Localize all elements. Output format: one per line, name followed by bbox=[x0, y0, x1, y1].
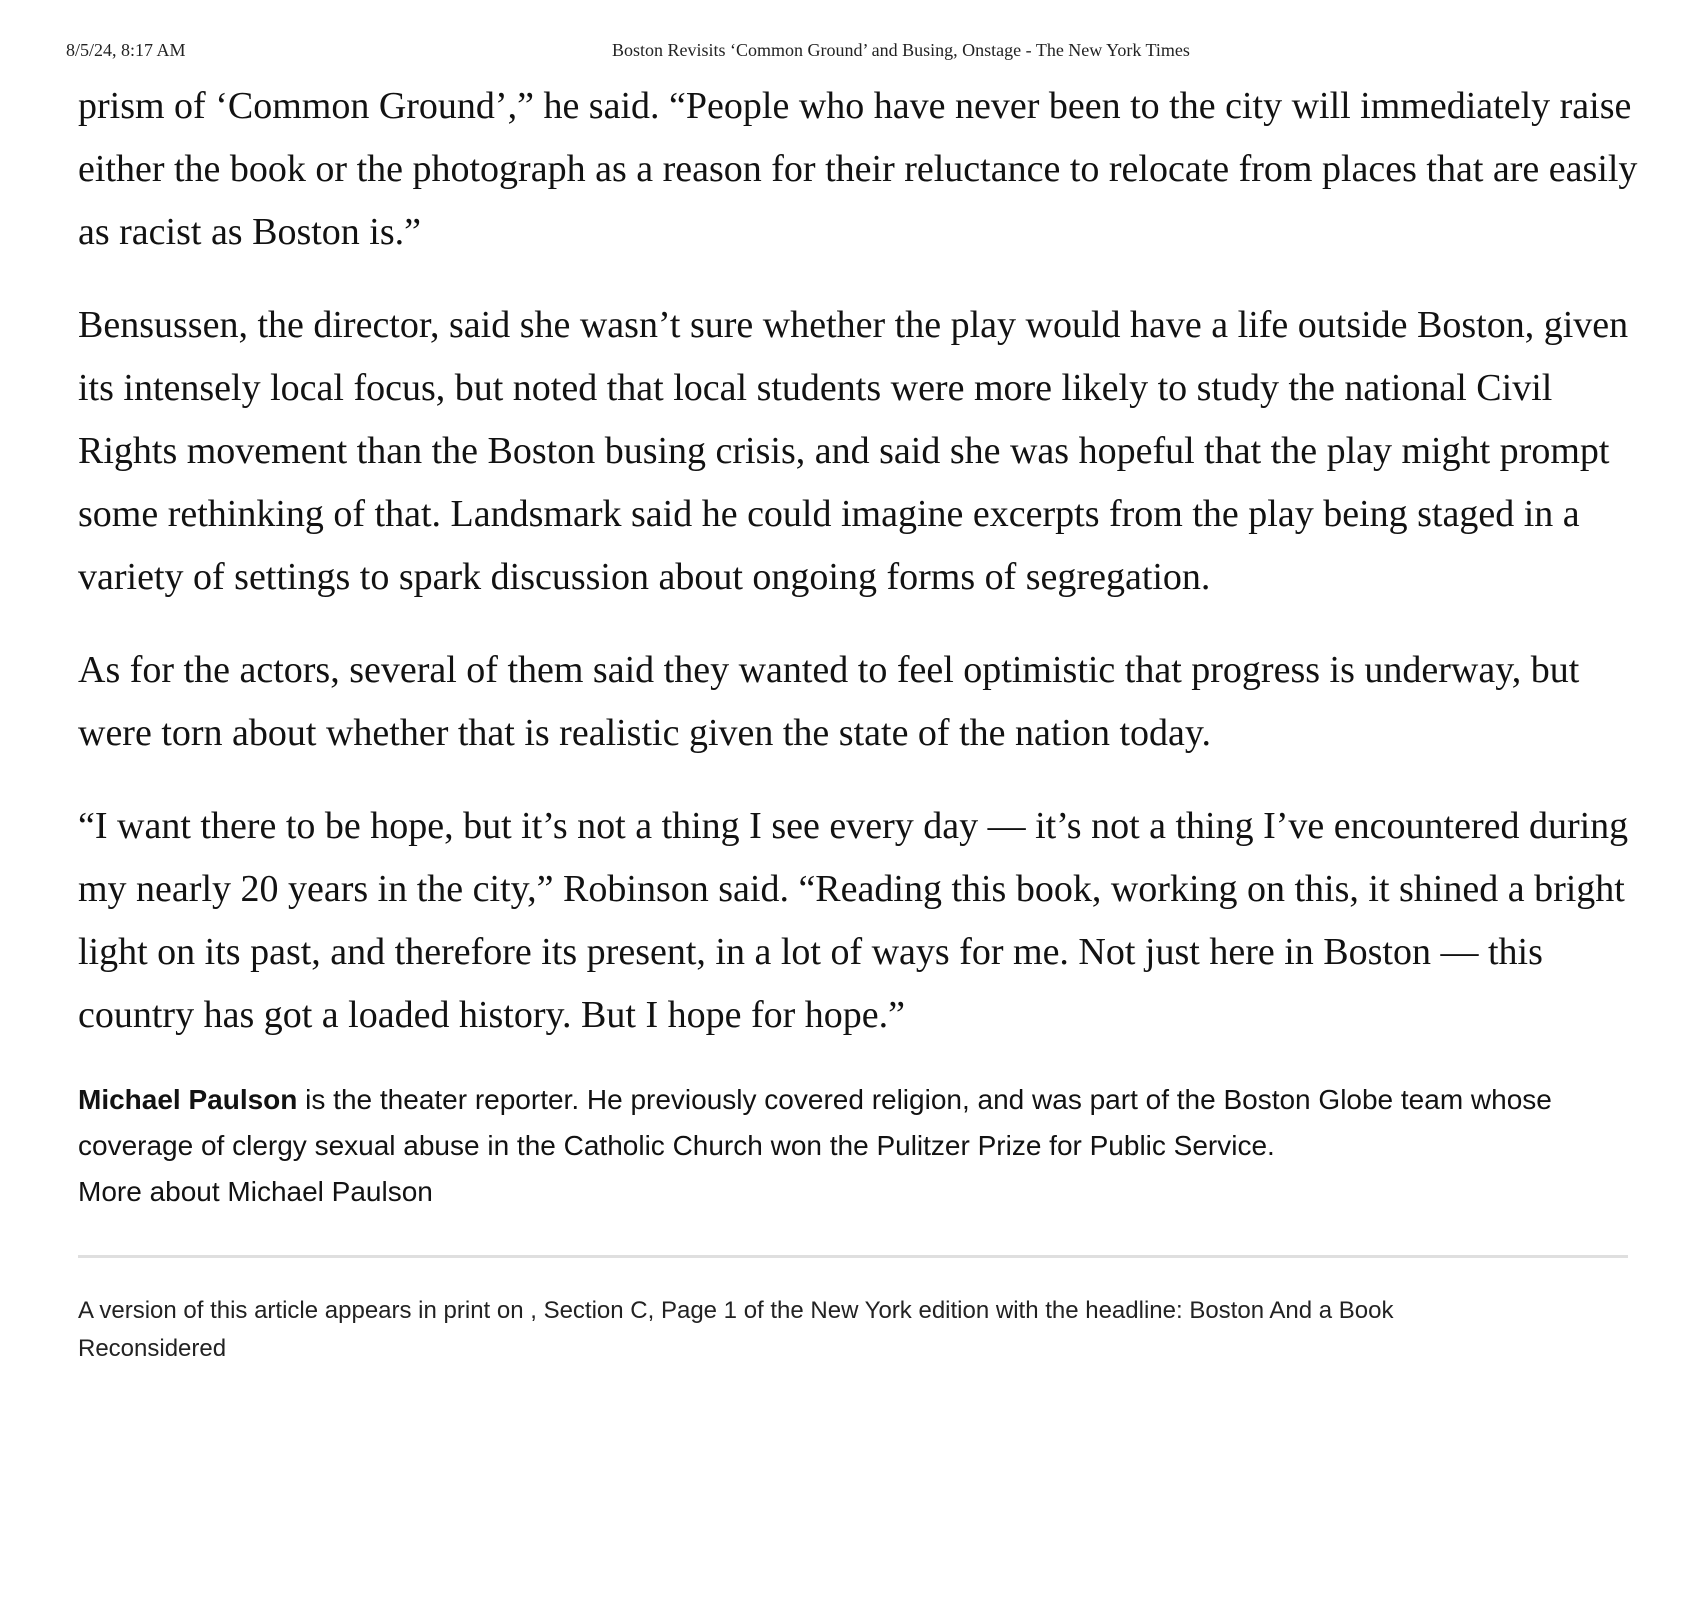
article-paragraph: As for the actors, several of them said they wanted to feel optimistic that progress is underway, but were torn about whether that is realistic given the state of the nation today. bbox=[78, 649, 1580, 754]
article-paragraph: “I want there to be hope, but it’s not a thing I see every day — it’s not a thing I’ve encountered during my nearly 20 years in the city,” Robinson said. “Reading this book, working on this, it shined a bright light on its past, and therefore its present, in a lot of ways for me. Not just here in Boston — this country has got a loaded history. But I hope for hope.” bbox=[78, 805, 1629, 1036]
print-header bbox=[0, 40, 1700, 64]
author-name: Michael Paulson bbox=[78, 1084, 298, 1115]
article-paragraph: Bensussen, the director, said she wasn’t sure whether the play would have a life outside Boston, given its intensely local focus, but noted that local students were more likely to study the national Civil Rights movement than the Boston busing crisis, and said she was hopeful that the play might prompt some rethinking of that. Landsmark said he could imagine excerpts from the play being staged in a variety of settings to spark discussion about ongoing forms of segregation. bbox=[78, 304, 1629, 598]
more-about-author-link[interactable]: More about Michael Paulson bbox=[78, 1176, 433, 1207]
section-divider bbox=[78, 1255, 1628, 1258]
author-bio-text: is the theater reporter. He previously covered religion, and was part of the Boston Globe team whose coverage of clergy sexual abuse in the Catholic Church won the Pulitzer Prize for Public Service. bbox=[78, 1084, 1552, 1161]
article-paragraph: prism of ‘Common Ground’,” he said. “People who have never been to the city will immediately raise either the book or the photograph as a reason for their reluctance to relocate from places that are easily as racist as Boston is.” bbox=[78, 85, 1638, 253]
author-bio bbox=[78, 1077, 1638, 1169]
print-edition-note: A version of this article appears in print on , Section C, Page 1 of the New York edition with the headline: Boston And a Book Reconsidered bbox=[78, 1297, 1394, 1362]
print-page-title: Boston Revisits ‘Common Ground’ and Busing, Onstage - The New York Times bbox=[612, 40, 1190, 60]
article-body bbox=[78, 75, 1638, 1368]
print-date: 8/5/24, 8:17 AM bbox=[66, 40, 186, 60]
